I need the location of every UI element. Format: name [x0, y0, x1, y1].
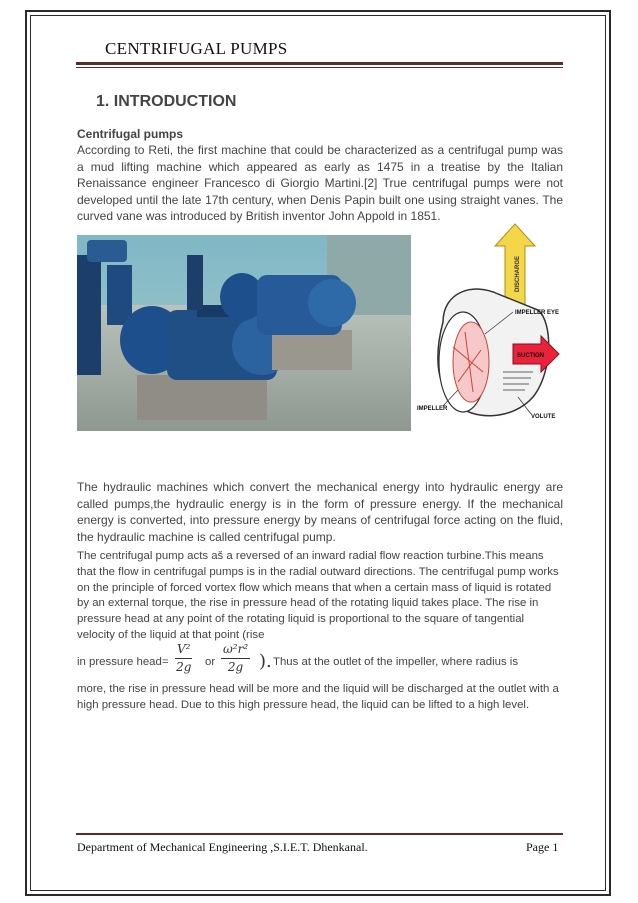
footer-rule	[76, 833, 563, 835]
header-rule	[76, 62, 563, 65]
fraction-v-squared	[175, 641, 192, 676]
label-discharge: DISCHARGE	[515, 255, 521, 292]
formula-close: ).	[259, 651, 272, 672]
pump-photo	[77, 235, 411, 431]
header-title: CENTRIFUGAL PUMPS	[105, 39, 288, 58]
fraction-numerator: V²	[175, 641, 192, 659]
paragraph-history: According to Reti, the first machine that could be characterized as a centrifugal pump was a mud lifting machine which appeared as early as 1475 in a treatise by the Italian Renaissance engineer Francesco di Giorgio Martini.[2] True centrifugal pumps were not developed until the late 17th century, when Denis Papin built one using straight vanes. The curved vane was introduced by British inventor John Appold in 1851.	[77, 143, 563, 223]
subheading: Centrifugal pumps	[77, 127, 184, 141]
label-impeller-eye: IMPELLER EYE	[515, 310, 560, 316]
label-volute: VOLUTE	[531, 414, 556, 420]
fraction-denominator: 2g	[227, 660, 244, 674]
fraction-omega-r	[221, 641, 250, 676]
fraction-denominator: 2g	[176, 660, 192, 674]
footer-department: Department of Mechanical Engineering ,S.I.E.T. Dhenkanal.	[77, 840, 368, 854]
header-rule-thin	[76, 67, 563, 68]
section-heading: 1. INTRODUCTION	[96, 93, 237, 110]
formula-rest: Thus at the outlet of the impeller, where radius is	[273, 656, 519, 668]
formula-prefix: in pressure head=	[77, 656, 169, 668]
paragraph-conclusion: more, the rise in pressure head will be more and the liquid will be discharged at the outlet with a high pressure head. Due to this high pressure head, the liquid can be lifted to a high level.	[77, 683, 559, 711]
paragraph-definition: The hydraulic machines which convert the mechanical energy into hydraulic energy are called pumps,the hydraulic energy is in the form of pressure energy. If the mechanical energy is converted, into pressure energy by means of centrifugal force acting on the fluid, the hydraulic machine is called centrifugal pump.	[77, 480, 563, 544]
formula-line	[77, 641, 563, 679]
formula-or: or	[205, 656, 216, 668]
pump-cutaway-diagram	[413, 222, 563, 434]
paragraph-principle: The centrifugal pump acts aš a reversed of an inward radial flow reaction turbine.This means that the flow in centrifugal pumps is in the radial outward directions. The centrifugal pump works on the principle of forced vortex flow which means that when a certain mass of liquid is rotated by an external torque, the rise in pressure head of the rotating liquid takes place. The rise in pressure head at any point of the rotating liquid is proportional to the square of tangential velocity of the liquid at that point (rise	[77, 550, 559, 641]
label-impeller: IMPELLER	[417, 406, 448, 412]
fraction-numerator: ω²r²	[221, 641, 250, 659]
label-suction: SUCTION	[517, 353, 544, 359]
footer-page-number: Page 1	[526, 840, 559, 854]
